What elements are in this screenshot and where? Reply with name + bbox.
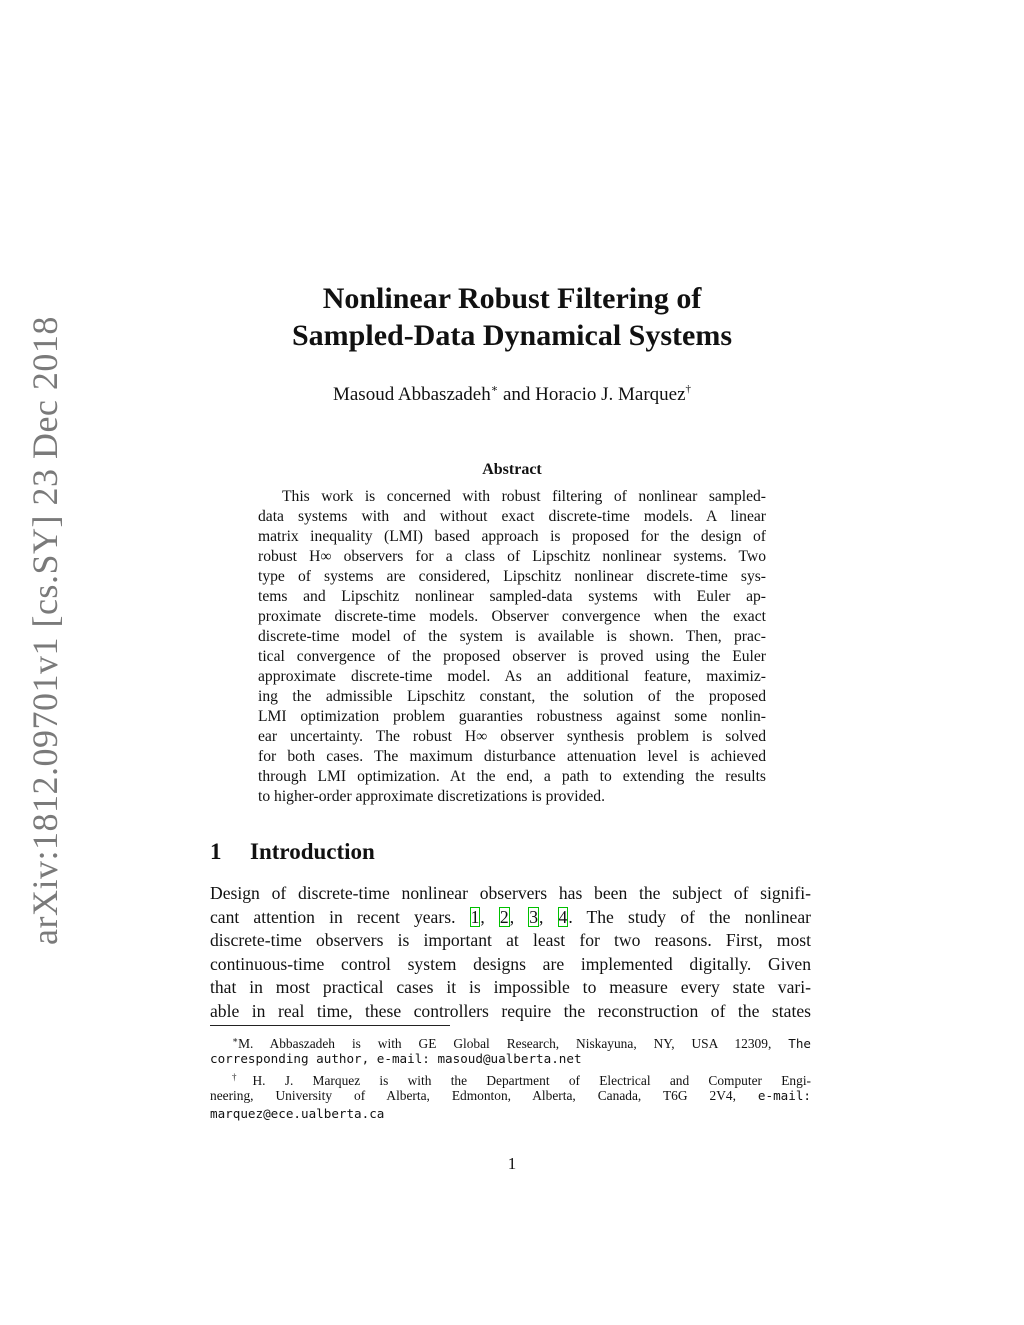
author-name: Masoud Abbaszadeh: [332, 384, 491, 405]
footnote-mono-text: The: [788, 1036, 811, 1051]
abstract-line: to higher-order approximate discretizations is provided.: [258, 788, 605, 805]
title-line-1: Nonlinear Robust Filtering of: [322, 282, 702, 315]
paragraph-line: discrete-time observers is important at least for two reasons. First, most: [210, 930, 811, 951]
abstract-text: [258, 487, 766, 807]
arxiv-identifier: arXiv:1812.09701v1 [cs.SY] 23 Dec 2018: [25, 316, 65, 945]
abstract-line: data systems with and without exact discrete-time models. A linear: [258, 508, 766, 525]
abstract-line: through LMI optimization. At the end, a path to extending the results: [258, 768, 766, 785]
footnote-line: [210, 1105, 811, 1124]
footnote-email[interactable]: marquez@ece.ualberta.ca: [210, 1106, 385, 1121]
paragraph-line: that in most practical cases it is impossible to measure every state vari-: [210, 977, 811, 998]
abstract-heading: Abstract: [482, 461, 542, 478]
abstract-line: ing the admissible Lipschitz constant, the solution of the proposed: [258, 688, 766, 705]
footnotes: [210, 1031, 811, 1124]
abstract-line: proximate discrete-time models. Observer convergence when the exact: [258, 608, 766, 625]
author-list: [190, 376, 834, 408]
footnote-email[interactable]: corresponding author, e-mail: masoud@ualberta.net: [210, 1050, 582, 1066]
paper-title: [190, 280, 834, 354]
footnote-marker[interactable]: ∗: [490, 383, 499, 395]
footnote-mark: †: [232, 1072, 253, 1082]
abstract-line: type of systems are considered, Lipschitz nonlinear discrete-time sys-: [258, 568, 766, 585]
abstract-line: LMI optimization problem guaranties robustness against some nonlin-: [258, 708, 766, 725]
introduction-paragraph: [210, 882, 811, 1024]
author-name: Horacio J. Marquez: [535, 384, 686, 405]
paragraph-line: Design of discrete-time nonlinear observers has been the subject of signifi-: [210, 883, 811, 903]
line-text: . The study of the nonlinear: [568, 906, 812, 927]
citation-link[interactable]: 3: [529, 906, 539, 927]
abstract-line: robust H∞ observers for a class of Lipschitz nonlinear systems. Two: [258, 548, 766, 565]
footnote-line: [210, 1031, 811, 1050]
line-text: cant attention in recent years.: [210, 906, 470, 927]
footnote-line: [210, 1050, 811, 1069]
abstract-line: ear uncertainty. The robust H∞ observer synthesis problem is solved: [258, 728, 766, 745]
abstract-line: for both cases. The maximum disturbance attenuation level is achieved: [258, 748, 766, 765]
footnote-marker[interactable]: †: [685, 383, 692, 395]
footnote-text: M. Abbaszadeh is with GE Global Research, Niskayuna, NY, USA 12309,: [238, 1036, 772, 1051]
abstract-line: approximate discrete-time model. As an additional feature, maximiz-: [258, 668, 766, 685]
footnote-text: neering, University of Alberta, Edmonton, Alberta, Canada, T6G 2V4,: [210, 1087, 736, 1103]
footnote-text: H. J. Marquez is with the Department of Electrical and Computer Engi-: [252, 1073, 811, 1088]
paragraph-line: continuous-time control system designs are implemented digitally. Given: [210, 953, 811, 974]
page-number: 1: [507, 1154, 517, 1173]
citation-link[interactable]: 4: [558, 906, 568, 927]
abstract-line: tical convergence of the proposed observer is proved using the Euler: [258, 648, 766, 665]
footnote-mark: ∗: [232, 1035, 239, 1045]
abstract-line: tems and Lipschitz nonlinear sampled-data systems with Euler ap-: [258, 588, 766, 605]
footnote-line: [210, 1068, 811, 1087]
abstract-line: discrete-time model of the system is available is shown. Then, prac-: [258, 628, 766, 645]
footnote-divider: [210, 1025, 450, 1026]
abstract-line: matrix inequality (LMI) based approach is proposed for the design of: [258, 528, 766, 545]
section-title: Introduction: [250, 839, 375, 864]
footnote-line: [210, 1087, 811, 1106]
section-heading-introduction: [210, 837, 375, 867]
title-line-2: Sampled-Data Dynamical Systems: [292, 319, 732, 352]
section-number: 1: [210, 839, 222, 864]
author-connector: and: [498, 384, 536, 405]
footnote-mono-text: e-mail:: [757, 1087, 811, 1103]
paragraph-line: able in real time, these controllers require the reconstruction of the states: [210, 1000, 811, 1021]
paragraph-line: cant attention in recent years. 1, 2, 3, 4. The study of the nonlinear: [210, 906, 812, 927]
abstract-line: This work is concerned with robust filtering of nonlinear sampled-: [282, 488, 766, 505]
citation-link[interactable]: 2: [499, 906, 509, 927]
citation-link[interactable]: 1: [470, 906, 480, 927]
